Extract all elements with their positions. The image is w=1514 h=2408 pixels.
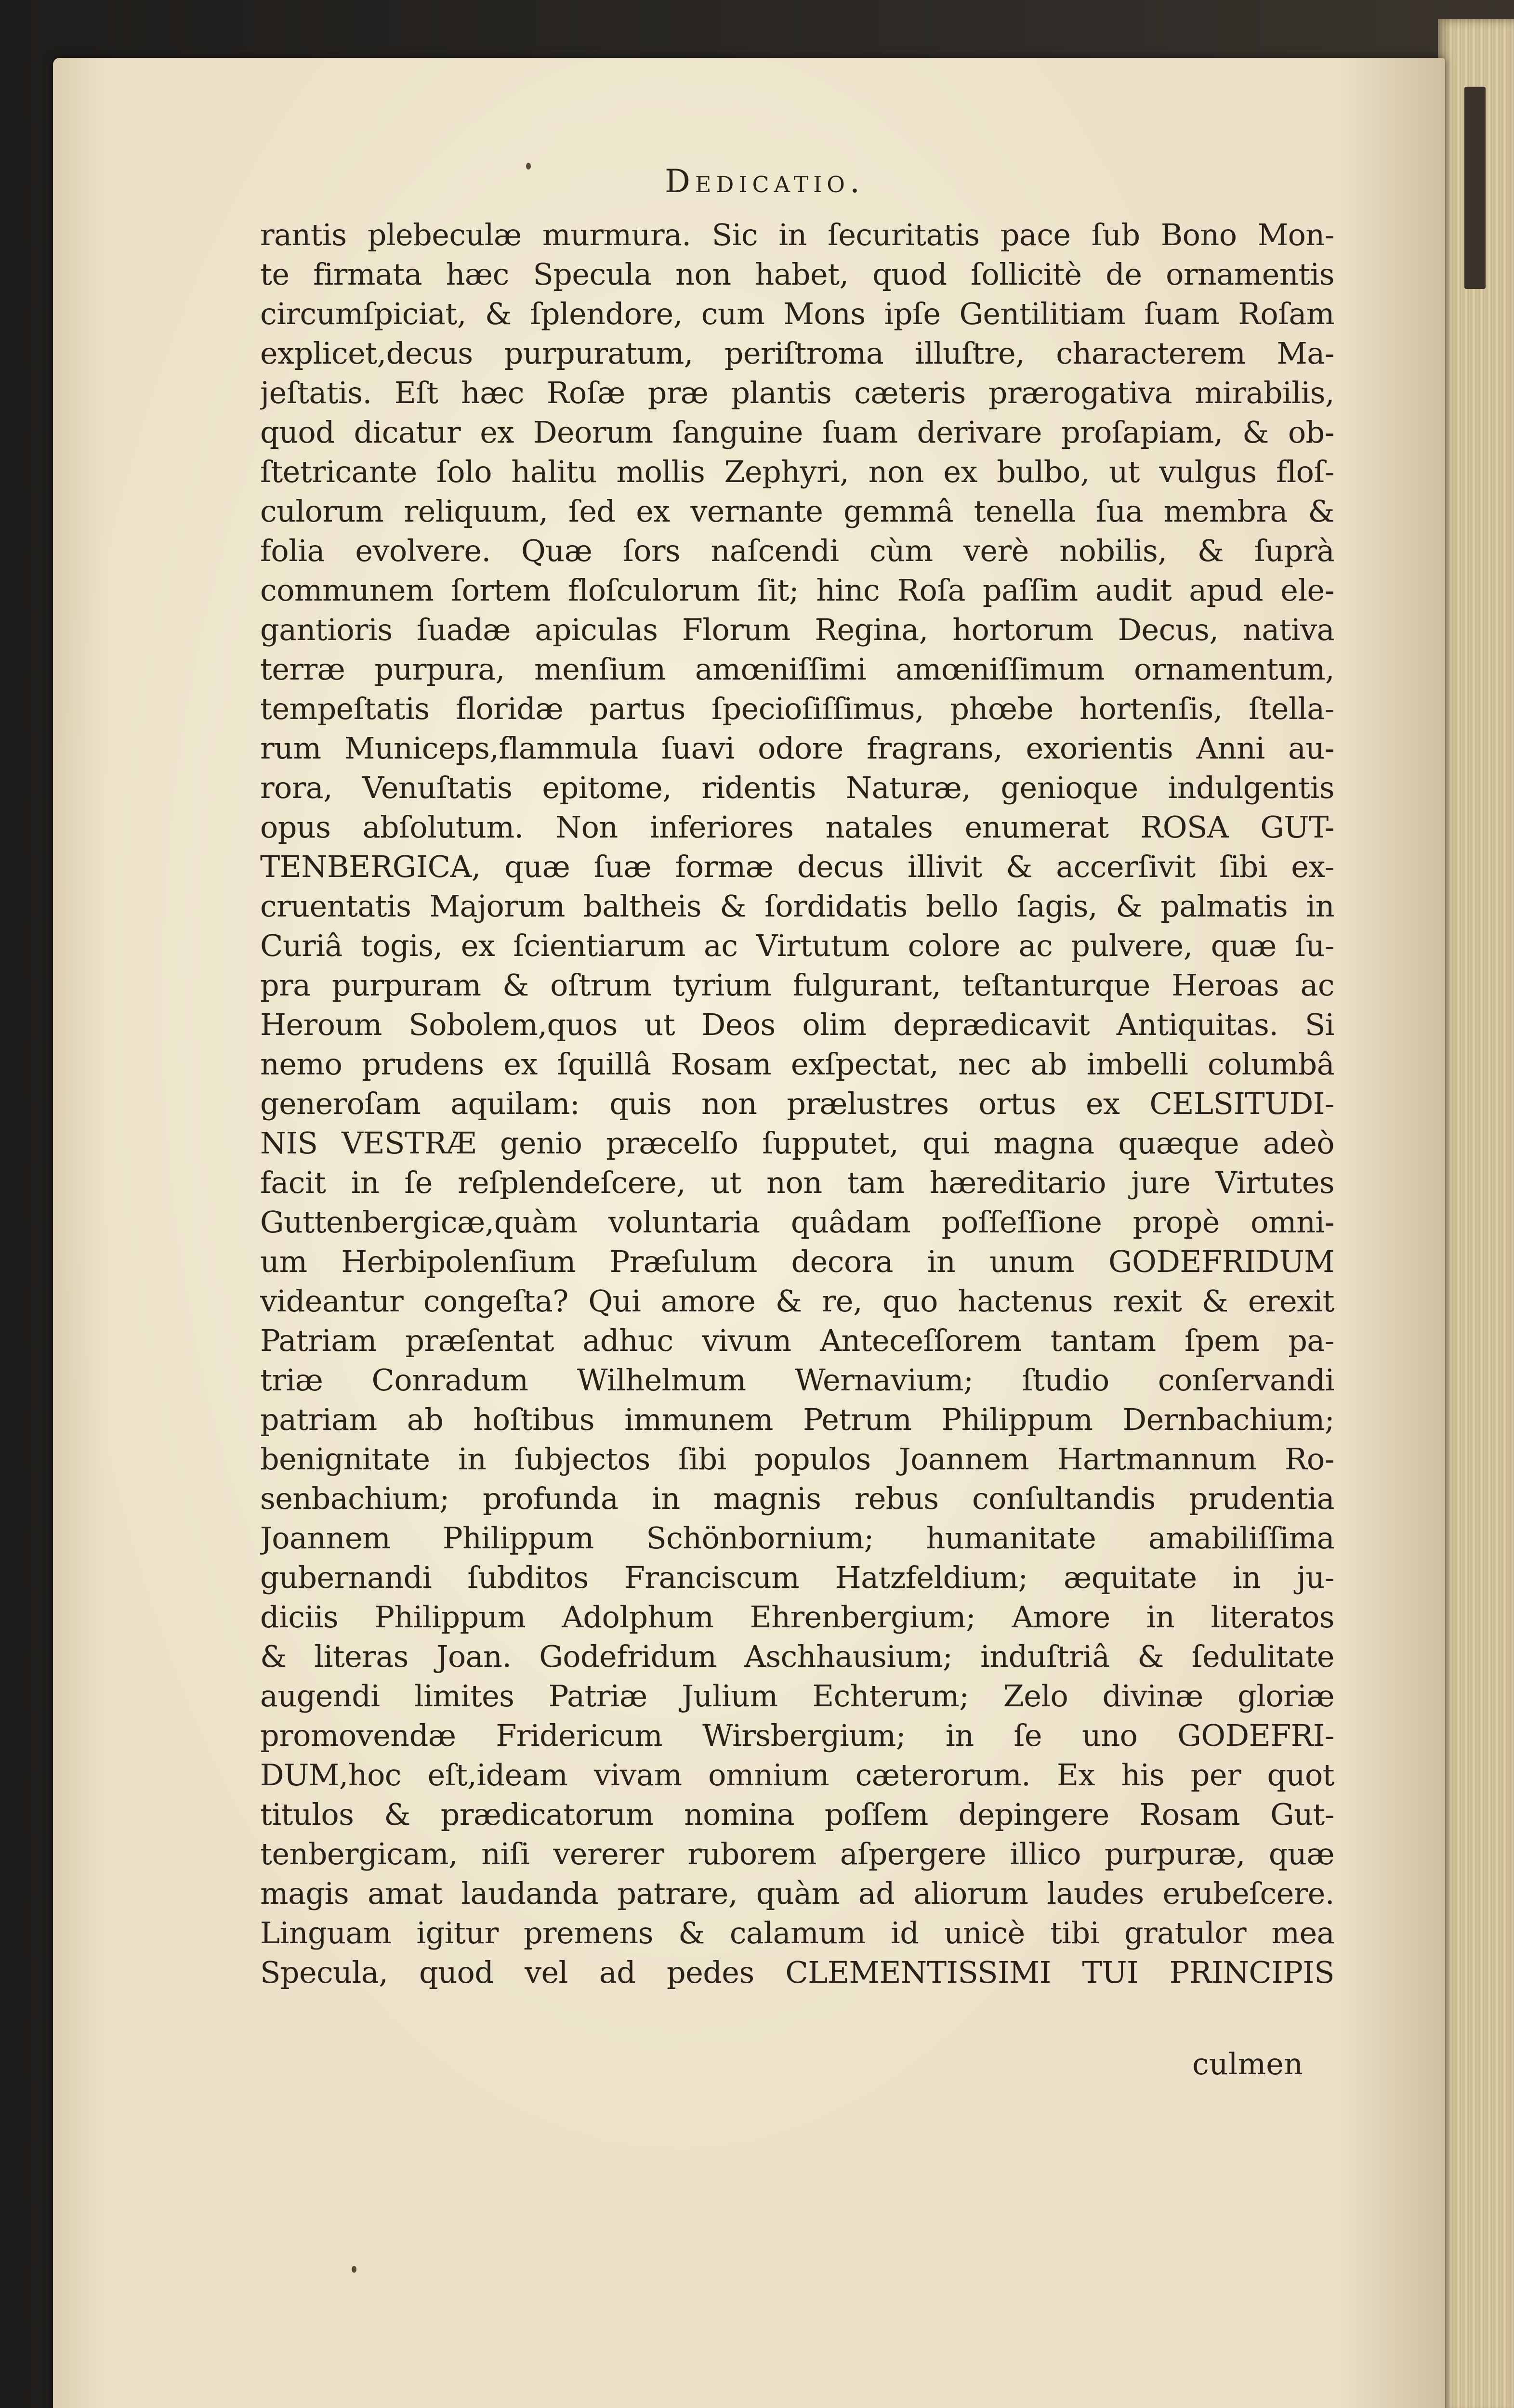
catchword: culmen <box>1192 2046 1303 2081</box>
text-line: titulos & prædicatorum nomina poſſem depingere Rosam Gut- <box>260 1797 1334 1832</box>
text-line: rora, Venuſtatis epitome, ridentis Naturæ, genioque indulgentis <box>260 770 1334 805</box>
text-line: communem ſortem floſculorum ſit; hinc Roſa paſſim audit apud ele- <box>260 573 1334 608</box>
text-line: Curiâ togis, ex ſcientiarum ac Virtutum colore ac pulvere, quæ ſu- <box>260 928 1334 963</box>
text-line: Linguam igitur premens & calamum id unicè tibi gratulor mea <box>260 1915 1334 1950</box>
text-line: um Herbipolenſium Præſulum decora in unum GODEFRIDUM <box>260 1244 1334 1279</box>
text-line: NIS VESTRÆ genio præcelſo ſupputet, qui magna quæque adeò <box>260 1125 1334 1161</box>
text-line: benignitate in ſubjectos ſibi populos Joannem Hartmannum Ro- <box>260 1441 1334 1477</box>
running-head: Dedicatio. <box>665 163 865 200</box>
text-line: senbachium; profunda in magnis rebus conſultandis prudentia <box>260 1481 1334 1516</box>
text-line: culorum reliquum, ſed ex vernante gemmâ tenella ſua membra & <box>260 494 1334 529</box>
text-line: promovendæ Fridericum Wirsbergium; in ſe uno GODEFRI- <box>260 1718 1334 1753</box>
ink-speck <box>526 163 531 170</box>
text-line: explicet,decus purpuratum, periſtroma illuſtre, characterem Ma- <box>260 336 1334 371</box>
text-line: Patriam præſentat adhuc vivum Anteceſſorem tantam ſpem pa- <box>260 1323 1334 1358</box>
text-line: triæ Conradum Wilhelmum Wernavium; ſtudio conſervandi <box>260 1362 1334 1398</box>
text-line: diciis Philippum Adolphum Ehrenbergium; Amore in literatos <box>260 1599 1334 1635</box>
text-line: circumſpiciat, & ſplendore, cum Mons ipſe Gentilitiam ſuam Roſam <box>260 296 1334 331</box>
text-line: gantioris ſuadæ apiculas Florum Regina, hortorum Decus, nativa <box>260 612 1334 647</box>
text-line: Joannem Philippum Schönbornium; humanitate amabiliſſima <box>260 1520 1334 1556</box>
text-line: generoſam aquilam: quis non prælustres ortus ex CELSITUDI- <box>260 1086 1334 1121</box>
text-line: & literas Joan. Godefridum Aschhausium; induſtriâ & ſedulitate <box>260 1639 1334 1674</box>
text-line: nemo prudens ex ſquillâ Rosam exſpectat, nec ab imbelli columbâ <box>260 1047 1334 1082</box>
text-line: tempeſtatis floridæ partus ſpecioſiſſimus, phœbe hortenſis, ſtella- <box>260 691 1334 726</box>
text-line: Guttenbergicæ,quàm voluntaria quâdam poſſeſſione propè omni- <box>260 1204 1334 1240</box>
text-line: quod dicatur ex Deorum ſanguine ſuam derivare proſapiam, & ob- <box>260 415 1334 450</box>
text-line: TENBERGICA, quæ ſuæ formæ decus illivit & accerſivit ſibi ex- <box>260 849 1334 884</box>
text-line: Heroum Sobolem,quos ut Deos olim deprædicavit Antiquitas. Si <box>260 1007 1334 1042</box>
text-line: videantur congeſta? Qui amore & re, quo hactenus rexit & erexit <box>260 1283 1334 1319</box>
text-line: DUM,hoc eſt,ideam vivam omnium cæterorum. Ex his per quot <box>260 1757 1334 1793</box>
text-line: ſtetricante ſolo halitu mollis Zephyri, non ex bulbo, ut vulgus floſ- <box>260 454 1334 489</box>
text-line: rum Municeps,flammula ſuavi odore fragrans, exorientis Anni au- <box>260 731 1334 766</box>
text-line: rantis plebeculæ murmura. Sic in ſecuritatis pace ſub Bono Mon- <box>260 217 1334 252</box>
text-line: Specula, quod vel ad pedes CLEMENTISSIMI TUI PRINCIPIS <box>260 1955 1334 1990</box>
text-line: terræ purpura, menſium amœniſſimi amœniſſimum ornamentum, <box>260 652 1334 687</box>
text-line: patriam ab hoſtibus immunem Petrum Philippum Dernbachium; <box>260 1402 1334 1437</box>
text-line: opus abſolutum. Non inferiores natales enumerat ROSA GUT- <box>260 810 1334 845</box>
book-page-edges <box>1438 19 1514 2408</box>
text-line: cruentatis Majorum baltheis & ſordidatis bello ſagis, & palmatis in <box>260 889 1334 924</box>
text-line: augendi limites Patriæ Julium Echterum; Zelo divinæ gloriæ <box>260 1678 1334 1714</box>
text-line: folia evolvere. Quæ ſors naſcendi cùm verè nobilis, & ſuprà <box>260 533 1334 568</box>
text-line: facit in ſe reſplendeſcere, ut non tam hæreditario jure Virtutes <box>260 1165 1334 1200</box>
ink-speck <box>352 2266 356 2273</box>
text-line: gubernandi ſubditos Franciscum Hatzfeldium; æquitate in ju- <box>260 1560 1334 1595</box>
text-line: jeſtatis. Eſt hæc Roſæ præ plantis cæteris prærogativa mirabilis, <box>260 375 1334 410</box>
text-line: tenbergicam, niſi vererer ruborem aſpergere illico purpuræ, quæ <box>260 1836 1334 1871</box>
book-clasp <box>1464 87 1486 289</box>
text-line: pra purpuram & oſtrum tyrium fulgurant, teſtanturque Heroas ac <box>260 968 1334 1003</box>
text-line: te firmata hæc Specula non habet, quod ſollicitè de ornamentis <box>260 257 1334 292</box>
text-line: magis amat laudanda patrare, quàm ad aliorum laudes erubeſcere. <box>260 1876 1334 1911</box>
